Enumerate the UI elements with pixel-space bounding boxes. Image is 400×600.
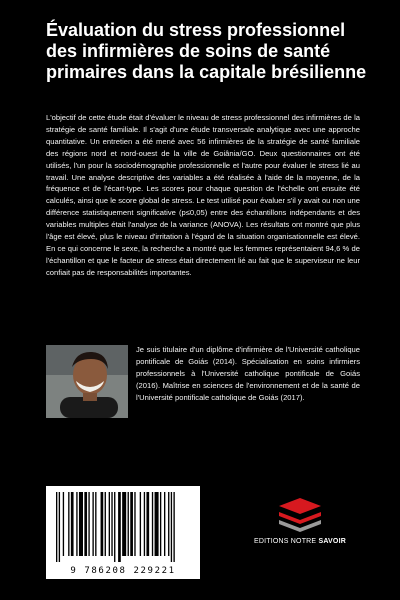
barcode-bar — [130, 492, 133, 556]
publisher-mark — [245, 494, 355, 554]
barcode-bar — [76, 492, 77, 556]
barcode-bar — [168, 492, 169, 556]
barcode-bar — [63, 492, 64, 556]
barcode-bar — [140, 492, 141, 556]
publisher-name-prefix: EDITIONS NOTRE — [254, 538, 319, 545]
barcode-bar — [111, 492, 112, 556]
barcode-bar — [160, 492, 161, 556]
author-photo — [46, 345, 128, 418]
barcode-bar — [152, 492, 153, 556]
barcode-bar — [134, 492, 135, 556]
author-bio: Je suis titulaire d'un diplôme d'infirmière de l'Université catholique pontificale de Goiás (2014). Spécialisation en soins infirmiers professionnels à l'Université catholique pontificale de Goiás (2016). Maîtrise en sciences de l'environnement et de la santé de l'Université pontificale catholique de Goiás (2017). — [136, 345, 360, 402]
barcode-bar — [122, 492, 126, 556]
barcode-bar — [128, 492, 129, 556]
author-photo-illustration — [46, 345, 128, 418]
barcode-bar — [88, 492, 89, 556]
barcode-bar — [173, 492, 174, 562]
barcode-bar — [146, 492, 149, 556]
publisher-logo-icon — [273, 494, 327, 534]
publisher-name — [245, 538, 355, 545]
barcode-bar — [71, 492, 74, 556]
barcode-bar — [56, 492, 57, 562]
abstract-text: L'objectif de cette étude était d'évaluer le niveau de stress professionnel des infirmières de la stratégie de santé familiale. Il s'agit d'une étude transversale analytique avec une approche quantitative. Un entretien a été mené avec 56 infirmières de la stratégie de santé familiale des régions nord et nord-ouest de la ville de Goiânia/GO. Deux questionnaires ont été utilisés, l'un pour la sociodémographie professionnelle et l'autre pour évaluer le stress lié au travail. Une analyse descriptive des variables a été réalisée à l'aide de la moyenne, de la fréquence et de l'écart-type. Les scores pour chaque question de l'échelle ont ensuite été calculés, ainsi que le score global de stress. Le test utilisé pour évaluer s'il y avait ou non une différence statistiquement significative (p≤0,05) entre des échantillons indépendants et des variables multiples était l'analyse de la variance (ANOVA). Les résultats ont montré que plus l'âge est élevé, plus le niveau d'irritation à l'égard de la situation organisationnelle est élevé. En ce qui concerne le sexe, la recherche a montré que les femmes représentaient 94,6 % de l'échantillon et que le facteur de stress était directement lié au fait que le superviseur ne leur confiait pas de responsabilités importantes. — [46, 113, 360, 277]
isbn-digits: 9 786208 229221 — [70, 566, 176, 576]
barcode — [46, 486, 200, 579]
barcode-bar — [105, 492, 106, 556]
barcode-bar — [68, 492, 69, 556]
barcode-bar — [144, 492, 145, 556]
barcode-bars — [46, 486, 200, 562]
barcode-bar — [155, 492, 159, 556]
publisher-name-bold: SAVOIR — [318, 538, 346, 545]
barcode-bar — [118, 492, 121, 562]
barcode-bar — [95, 492, 96, 556]
book-title: Évaluation du stress professionnel des infirmières de soins de santé primaires dans la capitale brésilienne — [46, 20, 367, 82]
barcode-bar — [92, 492, 93, 556]
barcode-bar — [114, 492, 115, 562]
barcode-bar — [84, 492, 87, 556]
barcode-bar — [101, 492, 104, 556]
barcode-bar — [59, 492, 60, 562]
barcode-bar — [164, 492, 165, 556]
barcode-bar — [171, 492, 172, 562]
barcode-bar — [79, 492, 83, 556]
barcode-bar — [109, 492, 110, 556]
